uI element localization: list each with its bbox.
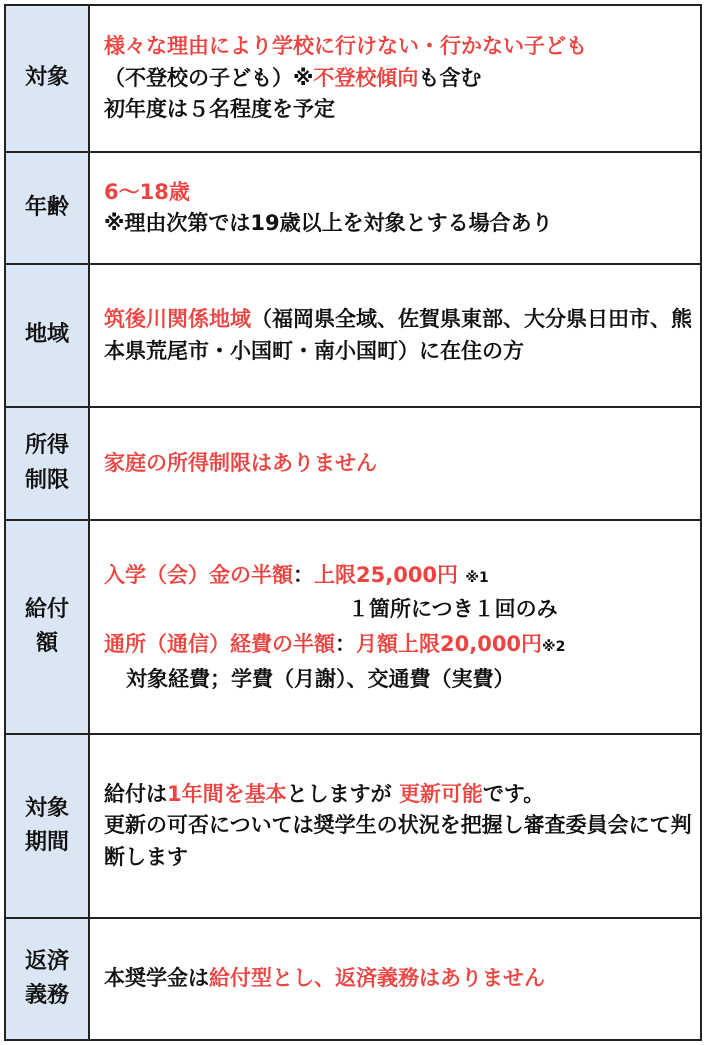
note-1: ※1 — [465, 569, 489, 586]
row-repayment — [6, 919, 700, 1039]
target-line-3: 初年度は５名程度を予定 — [104, 97, 335, 122]
period-highlight-2: 更新可能 — [398, 781, 483, 806]
benefit-colon-1: ： — [293, 562, 314, 587]
row-content-target — [90, 6, 700, 151]
note-2: ※2 — [542, 639, 566, 655]
benefit-line-4: 対象経費；学費（月謝）、交通費（実費） — [126, 666, 515, 691]
repayment-text-b: 給付型とし、返済義務はありません — [209, 966, 545, 991]
period-highlight-1: 1年間を基本 — [167, 781, 287, 806]
row-region — [6, 265, 700, 408]
period-line-2: 更新の可否については奨学生の状況を把握し審査委員会にて判断します — [104, 813, 692, 869]
entrance-fee-limit: 上限25,000円 — [314, 562, 459, 587]
row-income-limit — [6, 408, 700, 521]
row-header-age: 年齢 — [6, 153, 90, 263]
income-limit-text: 家庭の所得制限はありません — [104, 450, 377, 475]
row-content-region — [90, 265, 700, 406]
row-content-benefit-amount — [90, 521, 700, 733]
age-range: 6〜18歳 — [104, 179, 190, 204]
scholarship-info-table — [4, 4, 702, 1041]
row-header-benefit-amount: 給付 額 — [6, 521, 90, 733]
row-header-repayment: 返済 義務 — [6, 919, 90, 1039]
row-content-repayment — [90, 919, 700, 1039]
age-note: ※理由次第では19歳以上を対象とする場合あり — [104, 211, 553, 235]
benefit-line-1 — [104, 558, 692, 593]
row-header-income-limit: 所得 制限 — [6, 408, 90, 519]
target-line-2 — [104, 63, 692, 95]
region-text — [104, 304, 692, 367]
target-line-2c: も含む — [418, 65, 482, 90]
entrance-fee-label: 入学（会）金の半額 — [104, 562, 293, 587]
row-content-period — [90, 735, 700, 917]
row-benefit-amount — [6, 521, 700, 735]
benefit-line-2: １箇所につき１回のみ — [348, 597, 558, 622]
repayment-text — [104, 963, 692, 995]
row-content-income-limit — [90, 408, 700, 519]
row-header-period: 対象 期間 — [6, 735, 90, 917]
row-header-target: 対象 — [6, 6, 90, 151]
row-age — [6, 153, 700, 265]
region-text-highlight: 筑後川関係地域 — [104, 307, 251, 331]
row-target — [6, 6, 700, 153]
period-line-1 — [104, 779, 692, 811]
row-content-age — [90, 153, 700, 263]
period-text-c: としますが — [286, 781, 392, 806]
repayment-text-a: 本奨学金は — [104, 966, 209, 991]
target-line-1: 様々な理由により学校に行けない・行かない子ども — [104, 34, 587, 59]
period-text-a: 給付は — [104, 781, 167, 806]
benefit-colon-2: ： — [335, 632, 356, 656]
commute-fee-limit: 月額上限20,000円 — [356, 632, 543, 656]
target-line-2b: 不登校傾向 — [313, 65, 419, 90]
period-text-e: です。 — [482, 781, 545, 806]
row-header-region: 地域 — [6, 265, 90, 406]
target-line-2a: （不登校の子ども）※ — [104, 65, 314, 90]
commute-fee-label: 通所（通信）経費の半額 — [104, 632, 335, 656]
region-text-detail: （福岡県全域、佐賀県東部、大分県日田市、熊本県荒尾市・小国町・南小国町）に在住の方 — [104, 307, 692, 363]
row-period — [6, 735, 700, 919]
benefit-line-3 — [104, 627, 692, 662]
